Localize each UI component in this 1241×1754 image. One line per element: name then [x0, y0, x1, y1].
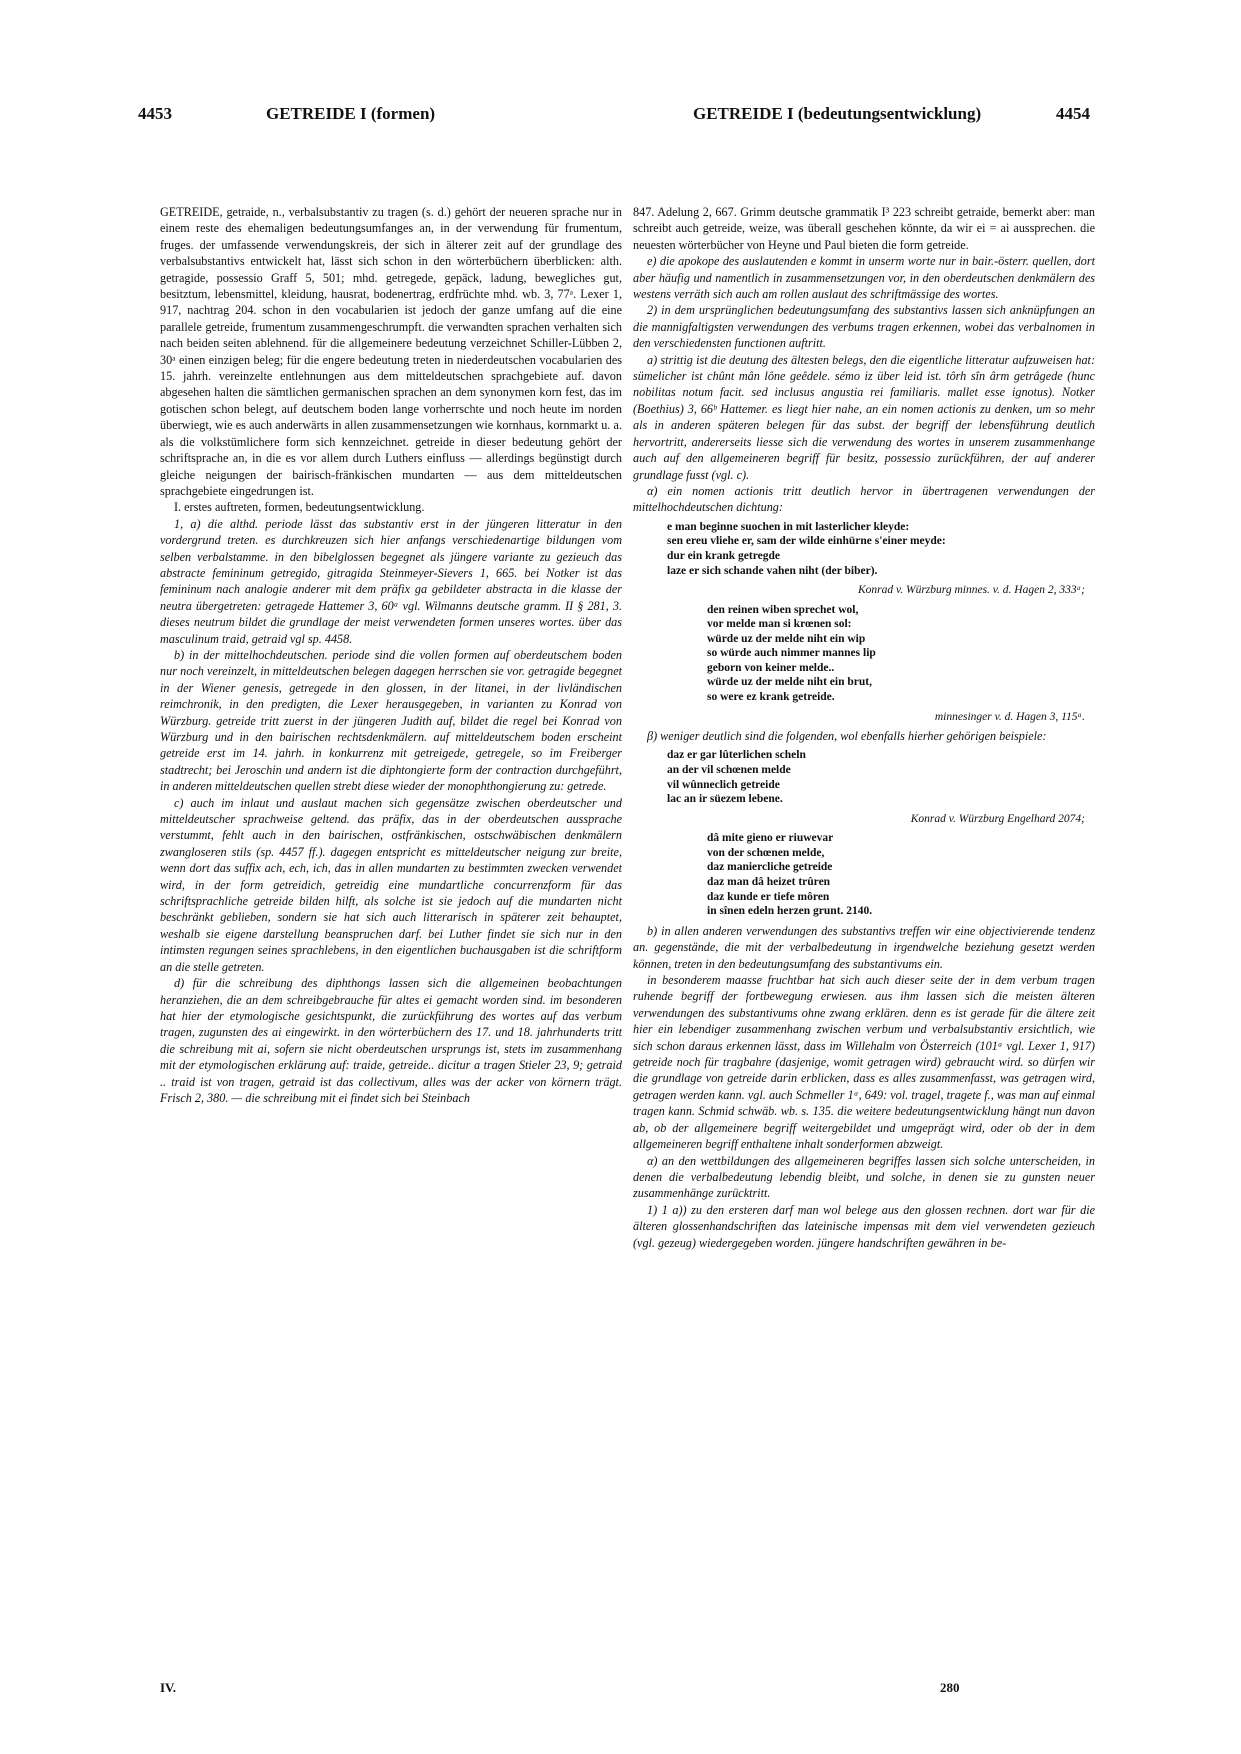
citation: minnesinger v. d. Hagen 3, 115ᵃ.: [934, 710, 1085, 723]
verse-quote-4: [707, 831, 1095, 919]
paragraph-beta: β) weniger deutlich sind die folgenden, wol ebenfalls hierher gehörigen beispiele:: [647, 729, 1047, 744]
verse-line: so würde auch nimmer mannes lip: [707, 647, 876, 660]
paragraph-1d: d) für die schreibung des diphthongs lassen sich die allgemeinen beobachtungen heranziehen, die an dem schreibgebrauche für altes ei gemacht worden sind. im besonderen hat hier der etymologische gesichtspunkt, die zurückführung des wortes auf das verbum tragen, zugunsten des ai eingewirkt. in den wörterbüchern des 17. und 18. jahrhunderts tritt die schreibung mit ai, sofern sie nicht oberdeutschen ursprungs ist, stets im zusammenhang mit der etymologischen erklärung auf: traide, getreide.. dicitur a tragen Stieler 23, 9; getraid .. traid ist von tragen, getraid ist das collectivum, alles was der acker von körnern trägt. Frisch 2, 380. — die schreibung mit ei findet sich bei Steinbach: [160, 976, 622, 1105]
right-column: [633, 204, 1095, 1251]
verse-line: vor melde man si krœnen sol:: [707, 618, 852, 631]
paragraph-1c: c) auch im inlaut und auslaut machen sich gegensätze zwischen oberdeutscher und mitteldeutscher sprachweise geltend. das präfix, das in der oberdeutschen aussprache verstummt, fehlt auch in den bairischen, ostfränkischen, ostschwäbischen denkmälern zwangloseren stils (sp. 4457 ff.). dagegen entspricht es mitteldeutscher neigung zur breite, wenn dort das suffix ach, ech, ich, das in allen mundarten zu bestimmten zwecken verwendet wird, in der form getreidich, getreidig eine mundartliche concurrenzform für das schriftsprachliche getreide bilden hilft, als solche ist sie jedoch auf die mundarten nicht beschränkt geblieben, sondern sie hat sich auch litterarisch in späterer zeit behauptet, weshalb sie eigene darstellung beanspruchen darf. bei Luther findet sie sich nur in den intimsten regungen seines sprachlebens, in den eigentlichen buchausgaben ist die schriftform an die stelle getreten.: [160, 795, 622, 974]
verse-line: daz er gar lûterlichen scheln: [667, 749, 806, 762]
volume-signature: IV.: [160, 1680, 177, 1695]
paragraph-continued: 847. Adelung 2, 667. Grimm deutsche grammatik I³ 223 schreibt getraide, bemerkt aber: man schreibt auch getreide, weize, was überall geschehen könnte, da wir ei = ai aussprechen. die neuesten wörterbücher von Heyne und Paul bieten die form getreide.: [633, 205, 1095, 252]
verse-line: daz kunde er tiefe môren: [707, 890, 830, 903]
verse-line: würde uz der melde niht ein wip: [707, 632, 866, 645]
citation: Konrad v. Würzburg Engelhard 2074;: [910, 812, 1085, 825]
paragraph-1e: e) die apokope des auslautenden e kommt in unserm worte nur in bair.-österr. quellen, dort aber häufig und namentlich in zusammensetzungen vor, in den oberdeutschen denkmälern des westens verräth sich auch am rollen auslaut des schriftmässige des wortes.: [633, 254, 1095, 302]
verse-quote-1: [667, 520, 1095, 578]
section-heading: I. erstes auftreten, formen, bedeutungsentwicklung.: [174, 500, 425, 515]
paragraph-1b: b) in der mittelhochdeutschen. periode sind die vollen formen auf oberdeutschem boden nur noch vereinzelt, in mitteldeutschen belegen dagegen herrschen sie vor. getragide begegnet in der Wiener genesis, getregede in den glossen, in der litanei, in der livländischen reimchronik, in den predigten, die Lexer herausgegeben, in varianten zu Konrad von Würzburg. getreide tritt zuerst in der jüngeren Judith auf, bildet die regel bei Konrad von Würzburg und in den bairischen rechtsdenkmälern. auf mitteldeutschem boden erscheint getreide erst im 14. jahrh. in konkurrenz mit getreigede, getregele, so im Freiberger stadtrecht; bei Jeroschin und andern ist die diphtongierte form der contraction durchgeführt, in anderen mitteldeutschen quellen strebt diese wieder der monophthongierung zu: getrede.: [160, 647, 622, 794]
paragraph-2a: a) strittig ist die deutung des ältesten belegs, den die eigentliche litteratur aufzuweisen hat: sümelicher ist chûnt mân lône geêdele. sémo iz über leid ist. tôrh sîn ârm getrâgede (hunc nobilitas notum facit. sed inclusus angustia rei familiaris. mallet esse ignotus). Notker (Boethius) 3, 66ᵇ Hattemer. es liegt hier nahe, an ein nomen actionis zu denken, um so mehr als in anderen späteren belegen für das subst. der begriff der lebensführung deutlich hervortritt, andererseits liesse sich die verwendung des wortes in unserem zusammenhange auch auf den allgemeineren begriff für besitz, possessio zurückführen, der auf anderer grundlage fusst (vgl. c).: [633, 352, 1095, 482]
left-page-number: 4453: [138, 104, 172, 123]
paragraph-2: 2) in dem ursprünglichen bedeutungsumfang des substantivs lassen sich anknüpfungen an die mannigfaltigsten verwendungen des verbums tragen erkennen, wobei das verbalnomen in den verschiedensten functionen auftritt.: [633, 303, 1095, 351]
verse-quote-2: [707, 603, 1095, 705]
paragraph-2b-alpha: α) an den wettbildungen des allgemeineren begriffes lassen sich solche unterscheiden, in denen die verbalbedeutung lebendig bleibt, und solche, in denen sie zu gunsten neuer zusammenhänge zurücktritt.: [633, 1153, 1095, 1201]
right-page-number: 4454: [1056, 104, 1090, 123]
verse-line: dur ein krank getregde: [667, 549, 780, 562]
verse-line: dâ mite gieno er riuwevar: [707, 832, 834, 845]
paragraph-alpha: α) ein nomen actionis tritt deutlich hervor in übertragenen verwendungen der mittelhochdeutschen dichtung:: [633, 483, 1095, 515]
verse-line: laze er sich schande vahen niht (der biber).: [667, 564, 878, 577]
verse-line: in sînen edeln herzen grunt. 2140.: [707, 905, 873, 918]
verse-line: geborn von keiner melde..: [707, 661, 835, 674]
verse-line: würde uz der melde niht ein brut,: [707, 676, 872, 689]
left-running-title: GETREIDE I (formen): [266, 104, 436, 123]
verse-line: von der schœnen melde,: [707, 846, 825, 859]
verse-line: so were ez krank getreide.: [707, 691, 835, 704]
paragraph-2b: b) in allen anderen verwendungen des substantivs treffen wir eine objectivierende tendenz an. gegenstände, die mit der verbalbedeutung in irgendwelche beziehung gesetzt werden können, treten in den bedeutungsumfang des substantivums ein.: [633, 923, 1095, 971]
verse-line: sen ereu vliehe er, sam der wilde einhürne s'einer meyde:: [667, 535, 946, 548]
paragraph-1a: 1, a) die althd. periode lässt das substantiv erst in der jüngeren litteratur in den vordergrund treten. es durchkreuzen sich hier anfangs verschiedenartige bildungen vom selben verbalstamme. in den bibelglossen begegnet als jüngere variante zu gezieuch das abstracte femininum getregido, gitragida Steinmeyer-Sievers 1, 665. bei Notker ist das femininum nach analogie anderer mit dem präfix ga gebildeter abstracta in die klasse der neutra übergetreten: getragede Hattemer 3, 60ᵃ vgl. Wilmanns deutsche gramm. II § 281, 3. dieses neutrum bildet die grundlage der meist verwendeten formen unseres wortes. über das masculinum traid, getraid vgl sp. 4458.: [160, 516, 622, 646]
verse-line: e man beginne suochen in mit lasterlicher kleyde:: [667, 520, 910, 533]
paragraph-2b-alpha-1: 1) 1 a)) zu den ersteren darf man wol belege aus den glossen rechnen. dort war für die älteren glossenhandschriften das lateinische impensas mit dem viel verwendeten gezieuch (vgl. gezeug) wiedergegeben worden. jüngere handschriften gewähren in be-: [633, 1202, 1095, 1250]
verse-line: an der vil schœnen melde: [667, 764, 791, 777]
verse-line: daz man dâ heizet trûren: [707, 876, 831, 889]
verse-line: vil wûnneclich getreide: [667, 778, 780, 791]
verse-line: den reinen wiben sprechet wol,: [707, 603, 859, 616]
verse-quote-3: [667, 748, 1095, 806]
right-running-title: GETREIDE I (bedeutungsentwicklung): [693, 104, 982, 123]
paragraph-2b-cont: in besonderem maasse fruchtbar hat sich auch dieser seite der in dem verbum tragen ruhende begriff der fortbewegung erwiesen. aus ihm lassen sich die meisten älteren verwendungen des substantivums ohne zwang erklären. denn es ist gerade für die ältere zeit hier ein lebendiger zusammenhang zwischen verbum und verbalsubstantiv ersichtlich, wie sich schon daraus erkennen lässt, dass im Willehalm von Österreich (101ᵃ vgl. Lexer 1, 917) getreide noch für tragbahre (dasjenige, womit getragen wird) gebraucht wird. so dürfen wir die grundlage von getreide darin erblicken, dass es alles zusammenfasst, was getragen wird, getragen werden kann. vgl. auch Schmeller 1ᵃ, 649: vol. tragel, tragete f., was man auf einmal tragen kann. Schmid schwäb. wb. s. 135. die weitere bedeutungsentwicklung hängt nun davon ab, ob der allgemeinere begriff weitergebildet und umgeprägt wird, oder ob der in dem allgemeineren begriff enthaltene inhalt sonderformen abzweigt.: [633, 973, 1095, 1152]
sheet-signature: 280: [940, 1680, 960, 1695]
entry-intro-paragraph: GETREIDE, getraide, n., verbalsubstantiv zu tragen (s. d.) gehört der neueren sprache nur in einem reste des ehemaligen bedeutungsumfanges an, in der verwendung für frumentum, fruges. der umfassende verwendungskreis, der sich in älterer zeit auf der grundlage des verbalsubstantivs entwickelt hat, lässt sich schon in den wörterbüchern überblicken: alth. getragide, possessio Graff 5, 501; mhd. getregede, gepäck, ladung, bewegliches gut, besitztum, lebensmittel, kleidung, hausrat, bodenertrag, erdfrüchte mhd. wb. 3, 77ᵃ. Lexer 1, 917, nachtrag 204. schon in den vocabularien ist jedoch der ganze umfang auf die eine parallele getreide, frumentum zusammengeschrumpft. die verwandten sprachen verhalten sich nach beiden seiten ablehnend. für die allgemeinere bedeutung verzeichnet Schiller-Lübben 2, 30ᵃ einen einzigen beleg; für die engere bedeutung treten in niederdeutschen vocabularien des 15. jahrh. vereinzelte entlehnungen aus dem mitteldeutschen sprachgebiete auf. davon abgesehen halten die sämtlichen germanischen sprachen an dem synonymen korn fest, das im gotischen schon belegt, auf deutschem boden lange vorherrschte und noch heute im norden überwiegt, wie es auch anderwärts in allen zusammensetzungen wie kornhaus, kornmarkt u. a. als die volkstümlichere form sich kennzeichnet. getreide in dieser bedeutung gehört der schriftsprache an, in die es vor allem durch Luthers einfluss — allerdings begünstigt durch gleiche neigungen der bairisch-fränkischen mundarten — aus dem mitteldeutschen sprachgebiete eingedrungen ist.: [160, 205, 622, 498]
citation: Konrad v. Würzburg minnes. v. d. Hagen 2, 333ᵃ;: [857, 584, 1085, 597]
running-header: [138, 104, 1108, 128]
left-column: [160, 204, 622, 1106]
verse-line: lac an ir süezem lebene.: [667, 793, 783, 806]
verse-line: daz maniercliche getreide: [707, 861, 833, 874]
